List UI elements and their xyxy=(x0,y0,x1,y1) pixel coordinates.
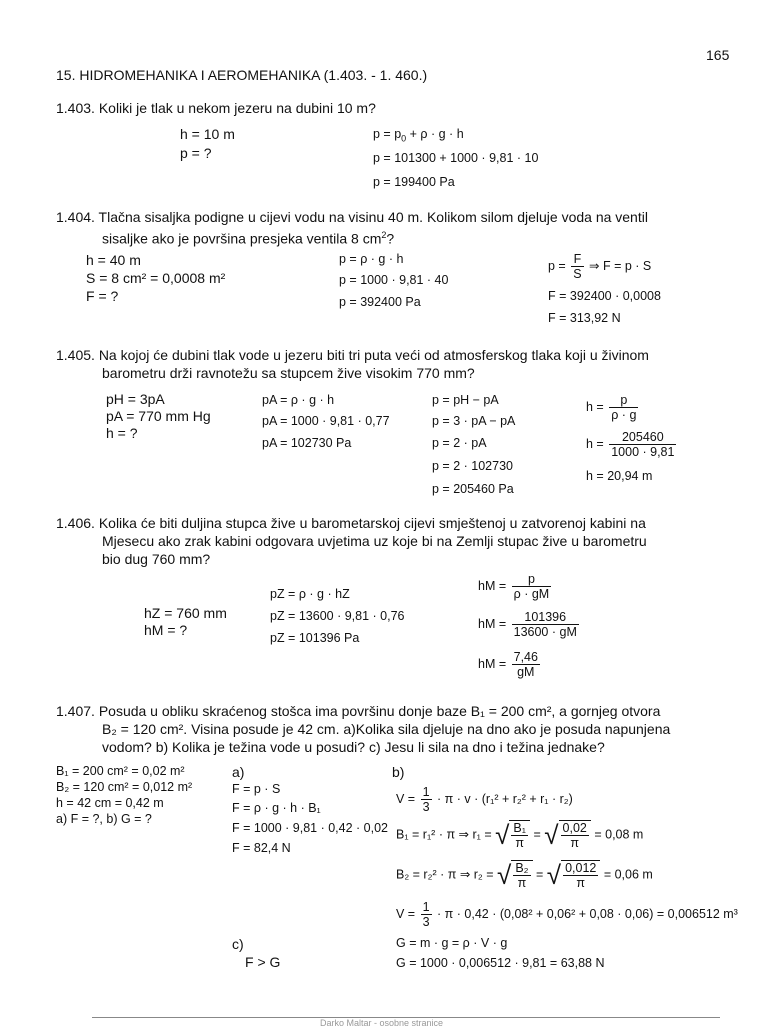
r1-result: = 0,08 m xyxy=(594,827,644,842)
problem-1407-a-eq2: F = ρ · g · h · B₁ xyxy=(232,801,321,815)
problem-1405-b-eq1: p = pH − pA xyxy=(432,393,499,407)
fraction-denominator: 13600 · gM xyxy=(513,625,577,639)
problem-1404-given-h: h = 40 m xyxy=(86,252,141,268)
fraction-numerator: 0,02 xyxy=(562,821,587,835)
problem-1405-a-eq1: pA = ρ · g · h xyxy=(262,393,335,407)
fraction-numerator: 1 xyxy=(422,785,430,799)
fraction-values xyxy=(512,610,579,639)
fraction-denominator: 3 xyxy=(422,800,430,814)
problem-1406-eq3: pZ = 101396 Pa xyxy=(270,631,360,645)
problem-1406-line2: Mjesecu ako zrak kabini odgovara uvjetima uz koje bi na Zemlji stupac žive u barometru xyxy=(102,533,647,549)
fraction-numerator: 0,012 xyxy=(565,861,597,875)
problem-1405-h-value xyxy=(586,430,678,459)
fraction-denominator: gM xyxy=(517,665,535,679)
problem-1407-given-b2: B₂ = 120 cm² = 0,012 m² xyxy=(56,780,193,794)
fraction-numerator: p xyxy=(609,393,638,408)
problem-1403-question: 1.403. Koliki je tlak u nekom jezeru na dubini 10 m? xyxy=(56,100,376,116)
problem-1406-eq2: pZ = 13600 · 9,81 · 0,76 xyxy=(270,609,405,623)
fraction-p-over-rho-g xyxy=(609,393,638,422)
sqrt-value-over-pi: √ $\frac{0,02}{\pi}$ xyxy=(544,820,591,850)
problem-1407-volume-value xyxy=(396,900,738,929)
part-b-label: b) xyxy=(392,764,405,780)
footer-text: Darko Maltar - osobne stranice xyxy=(320,1018,444,1028)
fraction-one-third xyxy=(421,900,432,929)
fraction-one-third xyxy=(421,785,432,814)
hm-label: hM = xyxy=(478,578,507,593)
chapter-title: 15. HIDROMEHANIKA I AEROMEHANIKA (1.403. - 1. 460.) xyxy=(56,67,428,83)
fraction-result xyxy=(512,650,540,679)
problem-1404-f-eq2: F = 392400 · 0,0008 xyxy=(548,289,661,303)
problem-1405-b-eq5: p = 205460 Pa xyxy=(432,482,514,496)
force-formula-prefix: p = xyxy=(548,258,566,273)
fraction-denominator: π xyxy=(515,836,525,850)
r1-prefix: B₁ = r₁² · π ⇒ r₁ = xyxy=(396,827,492,842)
fraction-numerator: 205460 xyxy=(609,430,676,445)
problem-1404-line2-text: sisaljke ako je površina presjeka ventila 8 cm xyxy=(102,230,382,247)
fraction-denominator: 1000 · 9,81 xyxy=(611,445,675,459)
problem-1404-force-formula xyxy=(548,252,651,281)
problem-1404-given-s: S = 8 cm² = 0,0008 m² xyxy=(86,270,226,286)
problem-1406-line1: 1.406. Kolika će biti duljina stupca žive u barometarskoj cijevi smještenoj u zatvorenoj kabini na xyxy=(56,515,646,531)
problem-1404-eq3: p = 392400 Pa xyxy=(339,295,421,309)
fraction-denominator: π xyxy=(570,836,579,850)
fraction-numerator: 1 xyxy=(422,900,430,914)
problem-1407-g-eq1: G = m · g = ρ · V · g xyxy=(396,936,508,950)
problem-1404-eq2: p = 1000 · 9,81 · 40 xyxy=(339,273,449,287)
fraction-numerator: B₁ xyxy=(513,821,526,835)
problem-1405-line2: barometru drži ravnotežu sa stupcem žive visokim 770 mm? xyxy=(102,365,475,381)
force-formula-suffix: ⇒ F = p · S xyxy=(589,258,652,273)
problem-1405-b-eq2: p = 3 · pA − pA xyxy=(432,414,516,428)
problem-1407-given-h: h = 42 cm = 0,42 m xyxy=(56,796,164,810)
h-label: h = xyxy=(586,399,604,414)
problem-1406-eq1: pZ = ρ · g · hZ xyxy=(270,587,350,601)
volume-value-rest: · π · 0,42 · (0,08² + 0,06² + 0,08 · 0,06) = 0,006512 m³ xyxy=(437,906,738,921)
fraction-numerator: F xyxy=(571,252,583,267)
problem-1407-r1-formula: B₁ = r₁² · π ⇒ r₁ = √ $\frac{\text{B₁}}{\pi}$ = √ $\frac{0,02}{\pi}$ = 0,08 m xyxy=(396,820,644,850)
problem-1407-g-eq2: G = 1000 · 0,006512 · 9,81 = 63,88 N xyxy=(396,956,605,970)
problem-1407-a-eq1: F = p · S xyxy=(232,782,281,796)
problem-1404-eq1: p = ρ · g · h xyxy=(339,252,404,266)
problem-1405-b-eq3: p = 2 · pA xyxy=(432,436,487,450)
problem-1404-given-f: F = ? xyxy=(86,288,119,304)
problem-1403-given-p: p = ? xyxy=(180,145,212,161)
problem-1403-given-h: h = 10 m xyxy=(180,126,235,142)
h-label: h = xyxy=(586,436,604,451)
problem-1407-line3: vodom? b) Kolika je težina vode u posudi? c) Jesu li sila na dno i težina jednake? xyxy=(102,739,605,755)
volume-formula-rest: · π · v · (r₁² + r₂² + r₁ · r₂) xyxy=(437,791,573,806)
sqrt-b1-over-pi: √ $\frac{\text{B₁}}{\pi}$ xyxy=(495,820,530,850)
fraction-p-over-rho-gm xyxy=(512,572,552,601)
fraction-numerator: 7,46 xyxy=(513,650,538,664)
part-c-label: c) xyxy=(232,936,244,952)
fraction-numerator: 101396 xyxy=(512,610,579,625)
problem-1404-line2: sisaljke ako je površina presjeka ventila 8 $cm^2$? xyxy=(102,230,395,247)
fraction-values xyxy=(609,430,676,459)
problem-1407-given-q: a) F = ?, b) G = ? xyxy=(56,812,152,826)
problem-1403-formula: $p = p_0 + \rho \cdot g \cdot h$ xyxy=(373,127,464,144)
page-number: 165 xyxy=(706,47,730,63)
problem-1405-h-formula xyxy=(586,393,640,422)
problem-1407-given-b1: B₁ = 200 cm² = 0,02 m² xyxy=(56,764,185,778)
part-a-label: a) xyxy=(232,764,245,780)
volume-label: V = xyxy=(396,791,416,806)
problem-1407-a-eq4: F = 82,4 N xyxy=(232,841,291,855)
fraction-denominator: π xyxy=(576,876,586,890)
problem-1406-given-hz: hZ = 760 mm xyxy=(144,605,227,621)
hm-label: hM = xyxy=(478,656,507,671)
fraction-denominator: ρ · g xyxy=(611,408,637,422)
problem-1407-volume-formula xyxy=(396,785,573,814)
problem-1405-given-pa: pA = 770 mm Hg xyxy=(106,408,211,424)
fraction-f-over-s xyxy=(571,252,583,281)
problem-1404-line2-end: ? xyxy=(386,230,395,247)
problem-1403-eq2: p = 101300 + 1000 · 9,81 · 10 xyxy=(373,151,539,165)
problem-1404-f-eq3: F = 313,92 N xyxy=(548,311,621,325)
problem-1404-line1: 1.404. Tlačna sisaljka podigne u cijevi vodu na visinu 40 m. Kolikom silom djeluje voda na ventil xyxy=(56,209,648,225)
fraction-denominator: ρ · gM xyxy=(513,587,550,601)
problem-1405-given-h: h = ? xyxy=(106,425,138,441)
fraction-numerator: B₂ xyxy=(515,861,529,875)
sqrt-b2-over-pi: √ $\frac{\text{B₂}}{\pi}$ xyxy=(497,860,532,890)
r2-prefix: B₂ = r₂² · π ⇒ r₂ = xyxy=(396,867,494,882)
problem-1407-c-result: F > G xyxy=(245,954,281,970)
problem-1407-line2: B₂ = 120 cm². Visina posude je 42 cm. a)Kolika sila djeluje na dno ako je posuda napunjena xyxy=(102,721,671,737)
fraction-denominator: 3 xyxy=(422,915,430,929)
problem-1406-line3: bio dug 760 mm? xyxy=(102,551,211,567)
problem-1406-hm-result xyxy=(478,650,542,679)
problem-1405-b-eq4: p = 2 · 102730 xyxy=(432,459,513,473)
problem-1406-hm-values xyxy=(478,610,581,639)
problem-1405-given-ph: pH = 3pA xyxy=(106,391,165,407)
problem-1407-line1: 1.407. Posuda u obliku skraćenog stošca ima površinu donje baze B₁ = 200 cm², a gornjeg otvora xyxy=(56,703,661,719)
problem-1407-r2-formula: B₂ = r₂² · π ⇒ r₂ = √ $\frac{\text{B₂}}{\pi}$ = √ $\frac{0,012}{\pi}$ = 0,06 m xyxy=(396,860,653,890)
fraction-numerator: p xyxy=(512,572,552,587)
volume-label: V = xyxy=(396,906,416,921)
fraction-denominator: π xyxy=(517,876,527,890)
problem-1405-a-eq2: pA = 1000 · 9,81 · 0,77 xyxy=(262,414,390,428)
problem-1403-eq3: p = 199400 Pa xyxy=(373,175,455,189)
problem-1406-given-hm: hM = ? xyxy=(144,622,188,638)
problem-1407-a-eq3: F = 1000 · 9,81 · 0,42 · 0,02 xyxy=(232,821,388,835)
problem-1405-a-eq3: pA = 102730 Pa xyxy=(262,436,352,450)
problem-1406-hm-formula xyxy=(478,572,553,601)
sqrt-value-over-pi: √ $\frac{0,012}{\pi}$ xyxy=(547,860,601,890)
problem-1405-h-result: h = 20,94 m xyxy=(586,469,653,483)
problem-1405-line1: 1.405. Na kojoj će dubini tlak vode u jezeru biti tri puta veći od atmosferskog tlaka koji u živinom xyxy=(56,347,649,363)
hm-label: hM = xyxy=(478,616,507,631)
r2-result: = 0,06 m xyxy=(603,867,653,882)
fraction-denominator: S xyxy=(573,267,582,281)
